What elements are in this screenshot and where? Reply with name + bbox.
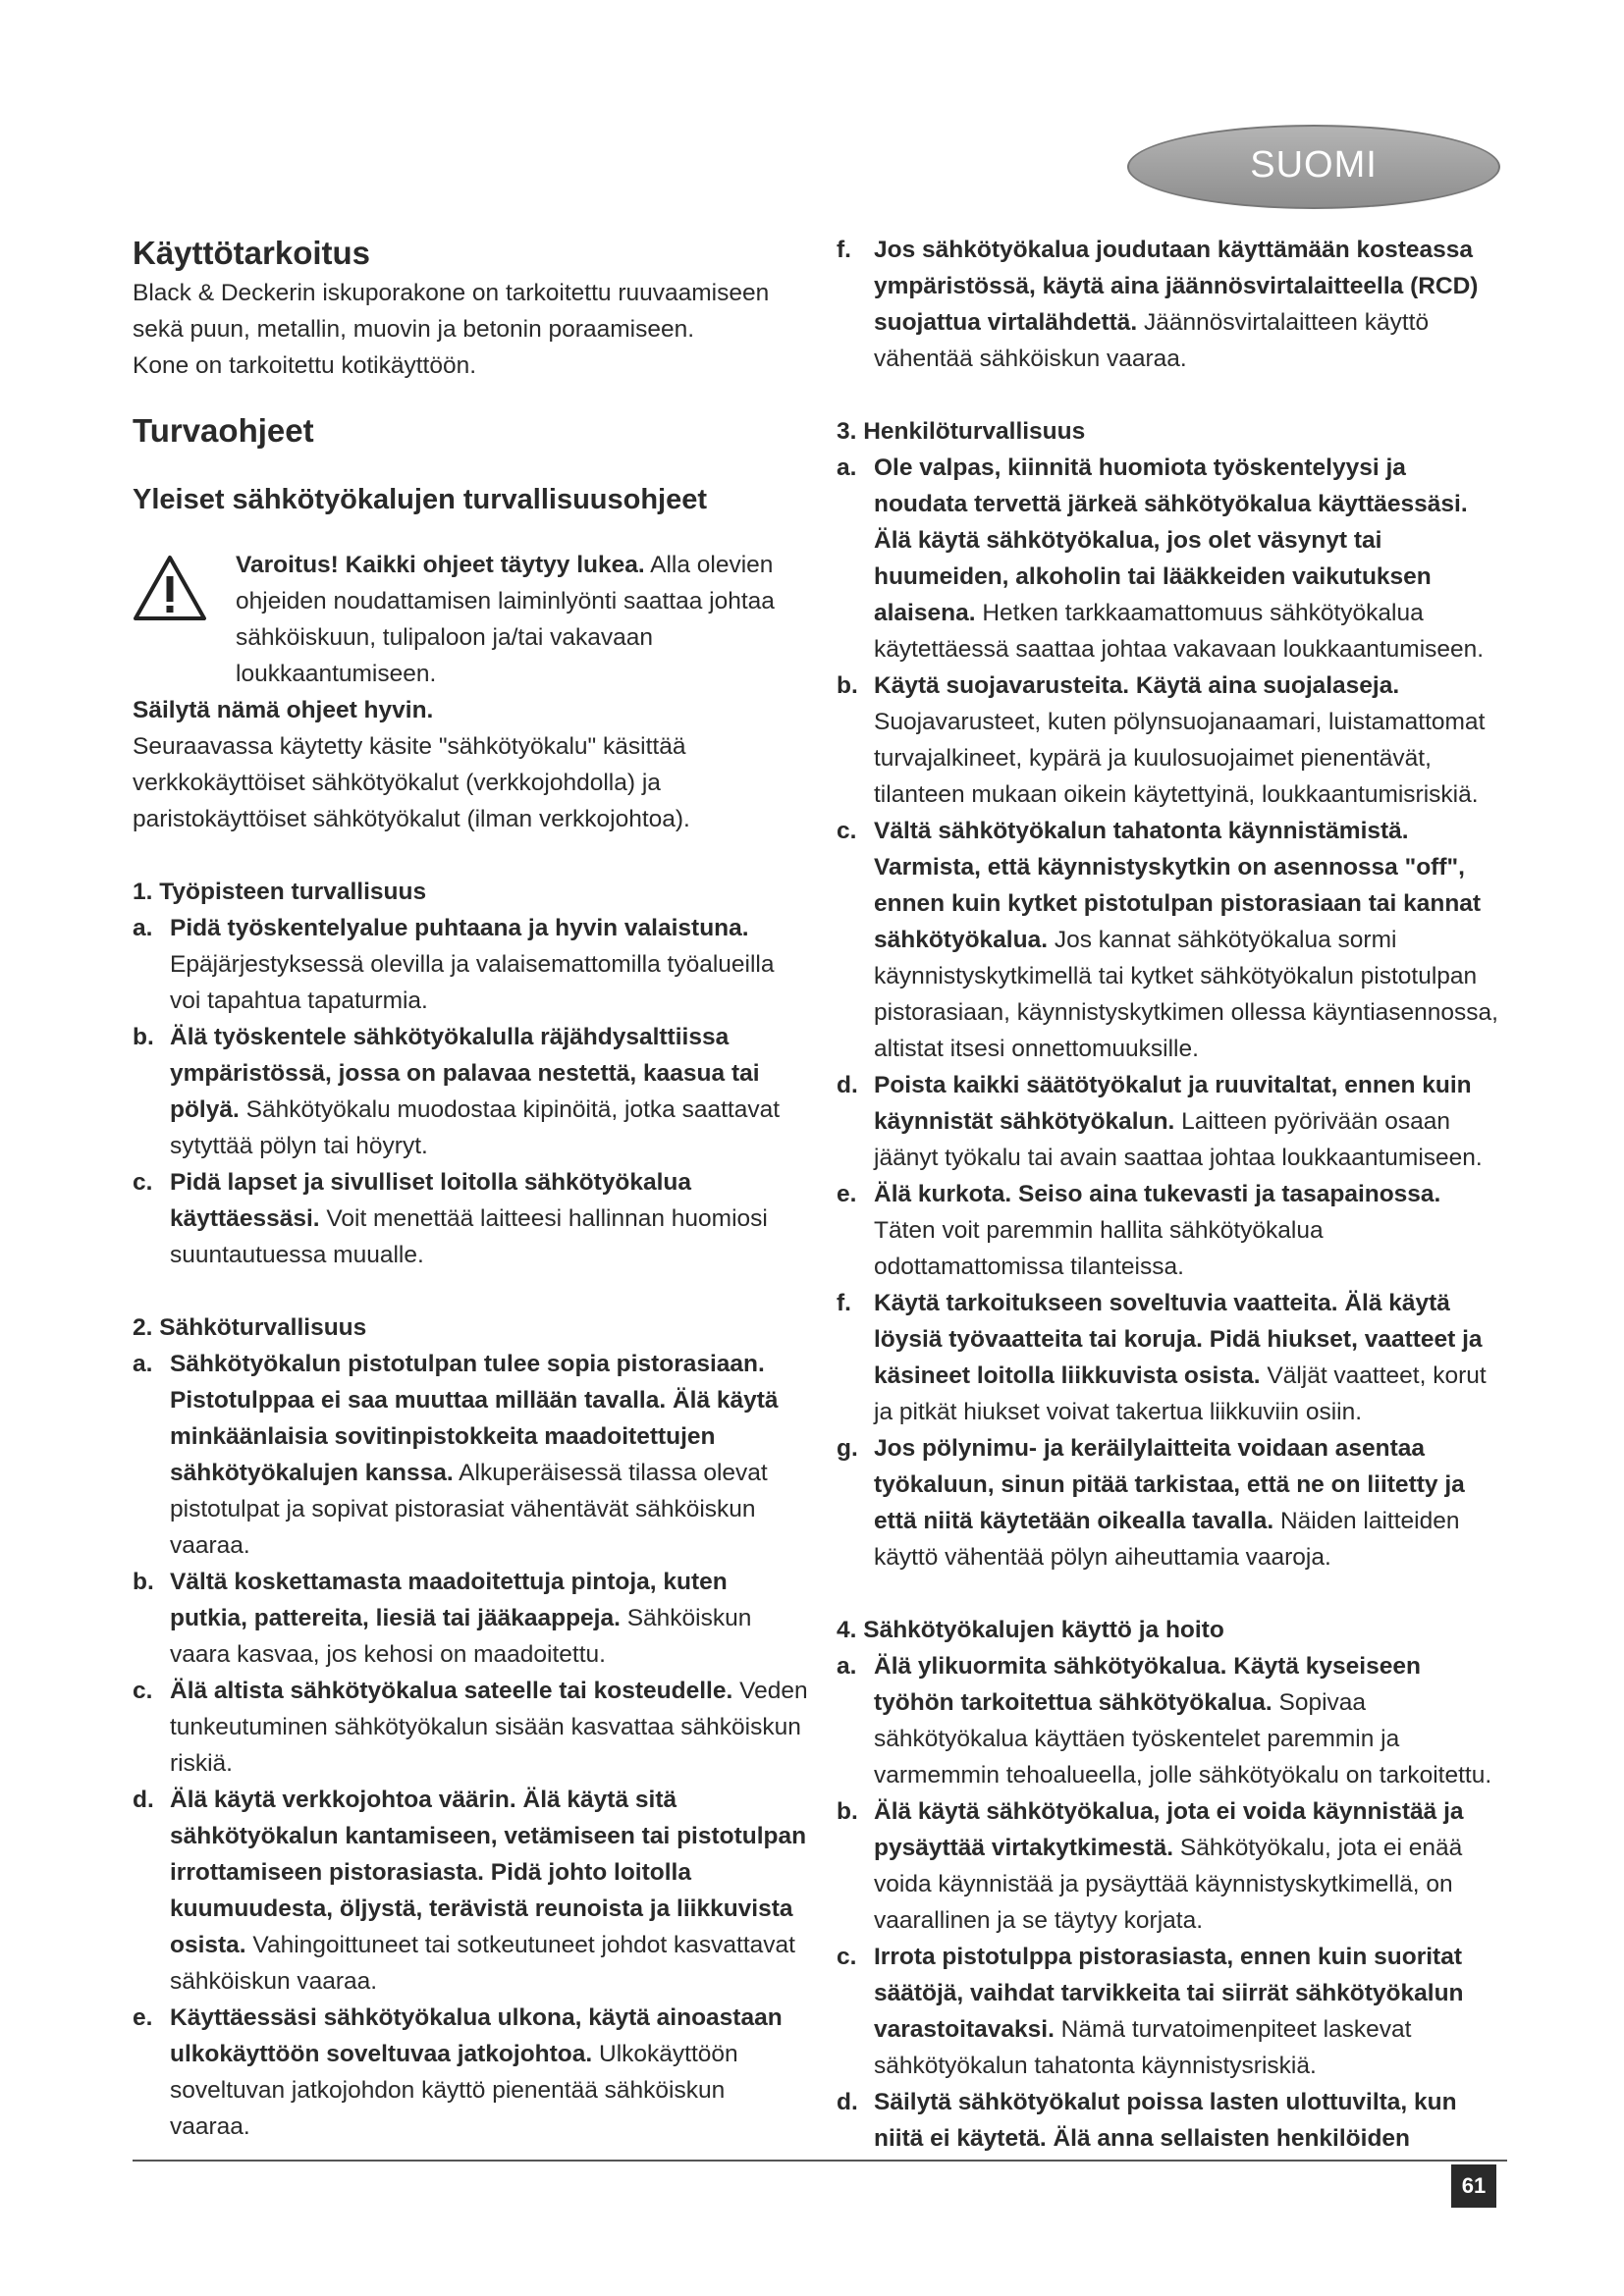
item-bold: Käytä tarkoitukseen soveltuvia vaatteita. Älä käytä löysiä työvaatteita tai koruja. Pidä hiukset, vaatteet ja käsineet loitolla liikkuvista osista. <box>874 1290 1483 1389</box>
save-instructions: Säilytä nämä ohjeet hyvin. <box>133 697 434 723</box>
item-text: Sähkötyökalu muodostaa kipinöitä, jotka saattavat sytyttää pölyn tai höyryt. <box>170 1096 781 1159</box>
item-bold: Pidä lapset ja sivulliset loitolla sähkötyökalua käyttäessäsi. <box>170 1169 692 1232</box>
item-text: Suojavarusteet, kuten pölynsuojanaamari, luistamattomat turvajalkineet, kypärä ja kuulosuojaimet pienentävät, tilanteen mukaan oikein käytettyinä, loukkaantumisriskiä. <box>874 709 1486 808</box>
heading-purpose: Käyttötarkoitus <box>133 235 371 271</box>
item-label: d. <box>133 1787 154 1813</box>
item-bold: Käytä suojavarusteita. Käytä aina suojalaseja. <box>874 672 1400 699</box>
item-label: d. <box>837 1072 858 1098</box>
item-text: Sähkötyökalu, jota ei enää voida käynnistää ja pysäyttää käynnistyskytkimellä, on vaarallinen ja se täytyy korjata. <box>874 1835 1463 1934</box>
item-label: d. <box>837 2089 858 2115</box>
page-number: 61 <box>1451 2164 1496 2208</box>
left-column <box>133 232 810 2145</box>
list-item <box>133 2000 810 2145</box>
item-label: b. <box>837 672 858 699</box>
item-bold: Jos sähkötyökalua joudutaan käyttämään kosteassa ympäristössä, käytä aina jäännösvirtalaitteella (RCD) suojattua virtalähdettä. <box>874 237 1479 336</box>
purpose-home-use: Kone on tarkoitettu kotikäyttöön. <box>133 352 477 379</box>
right-column <box>837 232 1504 2157</box>
item-bold: Vältä koskettamasta maadoitettuja pintoja, kuten putkia, pattereita, liesiä tai jääkaappeja. <box>170 1569 728 1631</box>
heading-general-safety: Yleiset sähkötyökalujen turvallisuusohjeet <box>133 484 708 515</box>
list-item <box>133 1782 810 2000</box>
item-text: Laitteen pyörivään osaan jäänyt työkalu tai avain saattaa johtaa loukkaantumiseen. <box>874 1108 1483 1171</box>
item-text: Sähköiskun vaara kasvaa, jos kehosi on maadoitettu. <box>170 1605 752 1668</box>
item-label: b. <box>133 1024 154 1050</box>
language-label: SUOMI <box>1250 144 1378 186</box>
list-item <box>133 1673 810 1782</box>
list-item <box>133 1019 810 1164</box>
item-label: a. <box>133 915 153 941</box>
warning-bold: Varoitus! Kaikki ohjeet täytyy lukea. <box>236 552 645 578</box>
item-text: Näiden laitteiden käyttö vähentää pölyn aiheuttamia vaaroja. <box>874 1508 1460 1571</box>
item-bold: Älä ylikuormita sähkötyökalua. Käytä kyseiseen työhön tarkoitettua sähkötyökalua. <box>874 1653 1421 1716</box>
list-item <box>133 1346 810 1564</box>
purpose-text: Black & Deckerin iskuporakone on tarkoitettu ruuvaamiseen sekä puun, metallin, muovin ja betonin poraamiseen. <box>133 280 770 343</box>
item-text: Voit menettää laitteesi hallinnan huomiosi suuntautuessa muualle. <box>170 1205 768 1268</box>
list-item <box>837 1793 1504 1939</box>
item-label: g. <box>837 1435 858 1462</box>
item-bold: Säilytä sähkötyökalut poissa lasten ulottuvilta, kun niitä ei käytetä. Älä anna sellaisten henkilöiden <box>874 2089 1457 2152</box>
list-item <box>837 2084 1504 2157</box>
item-text: Veden tunkeutuminen sähkötyökalun sisään kasvattaa sähköiskun riskiä. <box>170 1678 808 1777</box>
item-text: Nämä turvatoimenpiteet laskevat sähkötyökalun tahatonta käynnistysriskiä. <box>874 2016 1412 2079</box>
list-item <box>837 813 1504 1067</box>
item-bold: Jos pölynimu- ja keräilylaitteita voidaan asentaa työkaluun, sinun pitää tarkistaa, että ne on liitetty ja että niitä käytetään oikealla tavalla. <box>874 1435 1465 1534</box>
warning-block <box>133 547 810 692</box>
item-label: e. <box>837 1181 857 1207</box>
list-item <box>837 1430 1504 1575</box>
item-label: c. <box>133 1169 153 1196</box>
item-label: f. <box>837 1290 851 1316</box>
item-bold: Poista kaikki säätötyökalut ja ruuvitaltat, ennen kuin käynnistät sähkötyökalun. <box>874 1072 1472 1135</box>
language-tab <box>1127 125 1500 209</box>
item-bold: Älä kurkota. Seiso aina tukevasti ja tasapainossa. <box>874 1181 1441 1207</box>
item-text: Täten voit paremmin hallita sähkötyökalua odottamattomissa tilanteissa. <box>874 1217 1324 1280</box>
footer-divider <box>133 2160 1507 2162</box>
item-label: a. <box>133 1351 153 1377</box>
item-text: Jäännösvirtalaitteen käyttö vähentää sähköiskun vaaraa. <box>874 309 1430 372</box>
item-text: Väljät vaatteet, korut ja pitkät hiukset voivat takertua liikkuviin osiin. <box>874 1362 1487 1425</box>
list-item <box>837 450 1504 667</box>
item-label: e. <box>133 2004 153 2031</box>
item-bold: Ole valpas, kiinnitä huomiota työskentelyysi ja noudata tervettä järkeä sähkötyökalua käyttäessäsi. Älä käytä sähkötyökalua, jos olet väsynyt tai huumeiden, alkoholin tai lääkkeiden vaikutuksen alaisena. <box>874 454 1468 626</box>
heading-safety: Turvaohjeet <box>133 412 314 449</box>
list-item <box>837 1939 1504 2084</box>
term-definition: Seuraavassa käytetty käsite "sähkötyökalu" käsittää verkkokäyttöiset sähkötyökalut (verkkojohdolla) ja paristokäyttöiset sähkötyökalut (ilman verkkojohtoa). <box>133 733 690 832</box>
list-item <box>133 910 810 1019</box>
item-label: c. <box>133 1678 153 1704</box>
item-label: b. <box>133 1569 154 1595</box>
warning-text: Alla olevien ohjeiden noudattamisen laiminlyönti saattaa johtaa sähköiskuun, tulipaloon ja/tai vakavaan loukkaantumiseen. <box>236 552 775 687</box>
item-label: a. <box>837 454 857 481</box>
item-label: a. <box>837 1653 857 1680</box>
list-item <box>133 1564 810 1673</box>
item-bold: Pidä työskentelyalue puhtaana ja hyvin valaistuna. <box>170 915 749 941</box>
item-bold: Irrota pistotulppa pistorasiasta, ennen kuin suoritat säätöjä, vaihdat tarvikkeita tai siirrät sähkötyökalun varastoitavaksi. <box>874 1944 1464 2043</box>
list-item <box>133 1164 810 1273</box>
item-bold: Älä käytä verkkojohtoa väärin. Älä käytä sitä sähkötyökalun kantamiseen, vetämiseen tai pistotulpan irrottamiseen pistorasiasta. Pidä johto loitolla kuumuudesta, öljystä, terävistä reunoista ja liikkuvista osista. <box>170 1787 807 1958</box>
item-text: Alkuperäisessä tilassa olevat pistotulpat ja sopivat pistorasiat vähentävät sähköiskun vaaraa. <box>170 1460 768 1559</box>
item-bold: Älä altista sähkötyökalua sateelle tai kosteudelle. <box>170 1678 733 1704</box>
item-label: c. <box>837 1944 857 1970</box>
item-text: Vahingoittuneet tai sotkeutuneet johdot kasvattavat sähköiskun vaaraa. <box>170 1932 795 1995</box>
item-text: Hetken tarkkaamattomuus sähkötyökalua käytettäessä saattaa johtaa vakavaan loukkaantumiseen. <box>874 600 1485 663</box>
section-2-title: 2. Sähköturvallisuus <box>133 1314 367 1341</box>
list-item <box>837 1067 1504 1176</box>
list-item <box>837 232 1504 377</box>
warning-triangle-icon <box>133 555 207 621</box>
section-3-title: 3. Henkilöturvallisuus <box>837 418 1086 445</box>
section-1-title: 1. Työpisteen turvallisuus <box>133 879 427 905</box>
item-bold: Älä käytä sähkötyökalua, jota ei voida käynnistää ja pysäyttää virtakytkimestä. <box>874 1798 1464 1861</box>
item-bold: Vältä sähkötyökalun tahatonta käynnistämistä. Varmista, että käynnistyskytkin on asennossa "off", ennen kuin kytket pistotulpan pistorasiaan tai kannat sähkötyökalua. <box>874 818 1482 953</box>
item-text: Jos kannat sähkötyökalua sormi käynnistyskytkimellä tai kytket sähkötyökalun pistotulpan pistorasiaan, käynnistyskytkimen ollessa käyntiasennossa, altistat itsesi onnettomuuksille. <box>874 927 1498 1062</box>
item-text: Sopivaa sähkötyökalua käyttäen työskentelet paremmin ja varmemmin tehoalueella, jolle sähkötyökalu on tarkoitettu. <box>874 1689 1492 1789</box>
item-label: c. <box>837 818 857 844</box>
list-item <box>837 667 1504 813</box>
list-item <box>837 1176 1504 1285</box>
item-bold: Älä työskentele sähkötyökalulla räjähdysalttiissa ympäristössä, jossa on palavaa nestettä, kaasua tai pölyä. <box>170 1024 760 1123</box>
list-item <box>837 1648 1504 1793</box>
item-text: Epäjärjestyksessä olevilla ja valaisemattomilla työalueilla voi tapahtua tapaturmia. <box>170 951 775 1014</box>
item-text: Ulkokäyttöön soveltuvan jatkojohdon käyttö pienentää sähköiskun vaaraa. <box>170 2041 738 2140</box>
item-label: f. <box>837 237 851 263</box>
item-bold: Käyttäessäsi sähkötyökalua ulkona, käytä ainoastaan ulkokäyttöön soveltuvaa jatkojohtoa. <box>170 2004 783 2067</box>
item-label: b. <box>837 1798 858 1825</box>
section-4-title: 4. Sähkötyökalujen käyttö ja hoito <box>837 1617 1224 1643</box>
list-item <box>837 1285 1504 1430</box>
item-bold: Sähkötyökalun pistotulpan tulee sopia pistorasiaan. Pistotulppaa ei saa muuttaa millään tavalla. Älä käytä minkäänlaisia sovitinpistokkeita maadoitettujen sähkötyökalujen kanssa. <box>170 1351 779 1486</box>
